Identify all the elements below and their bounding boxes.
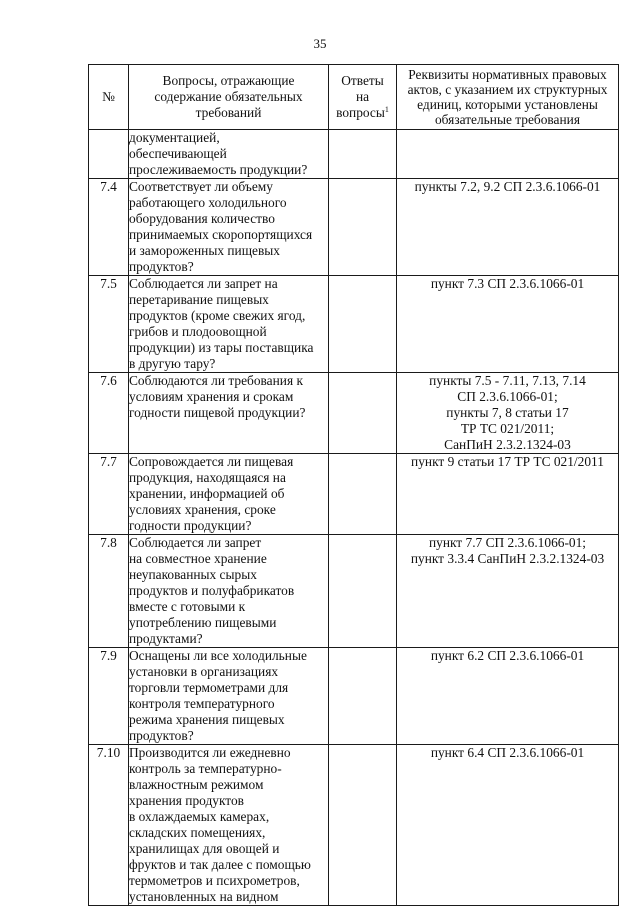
question-line: грибов и плодоовощной [129, 324, 267, 339]
row-number: 7.8 [89, 535, 129, 648]
question-line: годности продукции? [129, 518, 252, 533]
question-line: Соблюдаются ли требования к [129, 373, 303, 388]
answer-cell [329, 648, 397, 745]
answer-cell [329, 454, 397, 535]
question-line: перетаривание пищевых [129, 292, 269, 307]
header-answers-line: Ответы [341, 73, 384, 88]
header-questions [129, 65, 329, 130]
question-line: хранения продуктов [129, 793, 244, 808]
question-line: продуктов? [129, 728, 194, 743]
requisites-cell [397, 454, 619, 535]
table-row [89, 130, 619, 179]
row-number: 7.9 [89, 648, 129, 745]
question-line: фруктов и так далее с помощью [129, 857, 311, 872]
header-answers-text: вопросы [336, 105, 385, 120]
requisites-line: СанПиН 2.3.2.1324-03 [444, 437, 571, 452]
question-line: складских помещениях, [129, 825, 266, 840]
requisites-line: пункт 6.4 СП 2.3.6.1066-01 [430, 745, 585, 760]
question-line: работающего холодильного [129, 195, 287, 210]
question-line: прослеживаемость продукции? [129, 162, 308, 177]
header-requisites-line: актов, с указанием их структурных [407, 82, 608, 97]
requisites-cell [397, 179, 619, 276]
header-answers-line: на [355, 89, 370, 104]
question-line: условиям хранения и срокам [129, 389, 294, 404]
requisites-line: пункт 7.7 СП 2.3.6.1066-01; [428, 535, 587, 550]
question-line: оборудования количество [129, 211, 275, 226]
header-questions-line: содержание обязательных [154, 89, 303, 104]
header-questions-line: требований [195, 105, 262, 120]
header-requisites-line: единиц, которыми установлены [417, 97, 598, 112]
question-line: продуктами? [129, 631, 203, 646]
requisites-line: пункт 3.3.4 СанПиН 2.3.2.1324-03 [410, 551, 605, 566]
requisites-cell [397, 745, 619, 906]
answer-cell [329, 130, 397, 179]
question-cell [129, 648, 329, 745]
requisites-cell [397, 130, 619, 179]
requisites-line: пункт 6.2 СП 2.3.6.1066-01 [430, 648, 585, 663]
question-line: установленных на видном [129, 889, 279, 904]
question-cell [129, 373, 329, 454]
question-line: Сопровождается ли пищевая [129, 454, 294, 469]
question-line: хранении, информацией об [129, 486, 285, 501]
header-requisites-line: обязательные требования [434, 112, 580, 127]
header-answers [329, 65, 397, 130]
header-requisites [397, 65, 619, 130]
question-line: режима хранения пищевых [129, 712, 285, 727]
question-cell [129, 535, 329, 648]
requisites-cell [397, 373, 619, 454]
table-row [89, 535, 619, 648]
question-line: и замороженных пищевых [129, 243, 280, 258]
question-line: Производится ли ежедневно [129, 745, 291, 760]
row-number [89, 130, 129, 179]
question-line: продукция, находящаяся на [129, 470, 286, 485]
question-cell [129, 276, 329, 373]
requisites-line: СП 2.3.6.1066-01; [457, 389, 558, 404]
question-cell [129, 179, 329, 276]
requisites-cell [397, 276, 619, 373]
question-line: Соблюдается ли запрет на [129, 276, 278, 291]
question-line: Соответствует ли объему [129, 179, 273, 194]
header-requisites-line: Реквизиты нормативных правовых [408, 67, 607, 82]
question-line: Оснащены ли все холодильные [129, 648, 307, 663]
table-row [89, 373, 619, 454]
header-number: № [89, 65, 129, 130]
table-row [89, 179, 619, 276]
answer-cell [329, 535, 397, 648]
answer-cell [329, 179, 397, 276]
answer-cell [329, 373, 397, 454]
question-line: употреблению пищевыми [129, 615, 277, 630]
question-line: торговли термометрами для [129, 680, 289, 695]
question-line: хранилищах для овощей и [129, 841, 280, 856]
question-line: продуктов? [129, 259, 194, 274]
question-line: Соблюдается ли запрет [129, 535, 262, 550]
row-number: 7.5 [89, 276, 129, 373]
page-number: 35 [313, 36, 327, 51]
row-number: 7.4 [89, 179, 129, 276]
requisites-line: пункты 7, 8 статьи 17 [446, 405, 569, 420]
question-line: неупакованных сырых [129, 567, 257, 582]
question-line: документацией, [129, 130, 220, 145]
question-line: на совместное хранение [129, 551, 267, 566]
requisites-line: пункты 7.5 - 7.11, 7.13, 7.14 [429, 373, 586, 388]
question-line: годности пищевой продукции? [129, 405, 306, 420]
question-line: условиях хранения, сроке [129, 502, 276, 517]
question-line: обеспечивающей [129, 146, 227, 161]
question-line: в другую тару? [129, 356, 216, 371]
requisites-line: пункт 9 статьи 17 ТР ТС 021/2011 [411, 454, 604, 469]
answer-cell [329, 276, 397, 373]
requisites-line: пункт 7.3 СП 2.3.6.1066-01 [430, 276, 585, 291]
question-cell [129, 130, 329, 179]
question-line: вместе с готовыми к [129, 599, 246, 614]
header-questions-line: Вопросы, отражающие [162, 73, 295, 88]
question-line: продуктов и полуфабрикатов [129, 583, 295, 598]
table-row [89, 745, 619, 906]
table-row [89, 454, 619, 535]
requisites-line: пункты 7.2, 9.2 СП 2.3.6.1066-01 [414, 179, 601, 194]
requisites-cell [397, 648, 619, 745]
requirements-table [88, 64, 619, 906]
footnote-marker: 1 [384, 105, 389, 114]
question-line: контроля температурного [129, 696, 275, 711]
question-line: продуктов (кроме свежих ягод, [129, 308, 306, 323]
row-number: 7.6 [89, 373, 129, 454]
question-line: установки в организациях [129, 664, 279, 679]
table-header-row [89, 65, 619, 130]
question-line: в охлаждаемых камерах, [129, 809, 270, 824]
requisites-line: ТР ТС 021/2011; [460, 421, 555, 436]
question-line: продукции) из тары поставщика [129, 340, 314, 355]
question-line: влажностным режимом [129, 777, 264, 792]
answer-cell [329, 745, 397, 906]
table-row [89, 648, 619, 745]
question-line: принимаемых скоропортящихся [129, 227, 313, 242]
question-line: контроль за температурно- [129, 761, 282, 776]
question-line: термометров и психрометров, [129, 873, 300, 888]
table-row [89, 276, 619, 373]
header-answers-line [332, 105, 393, 121]
requisites-cell [397, 535, 619, 648]
question-cell [129, 745, 329, 906]
row-number: 7.7 [89, 454, 129, 535]
row-number: 7.10 [89, 745, 129, 906]
question-cell [129, 454, 329, 535]
